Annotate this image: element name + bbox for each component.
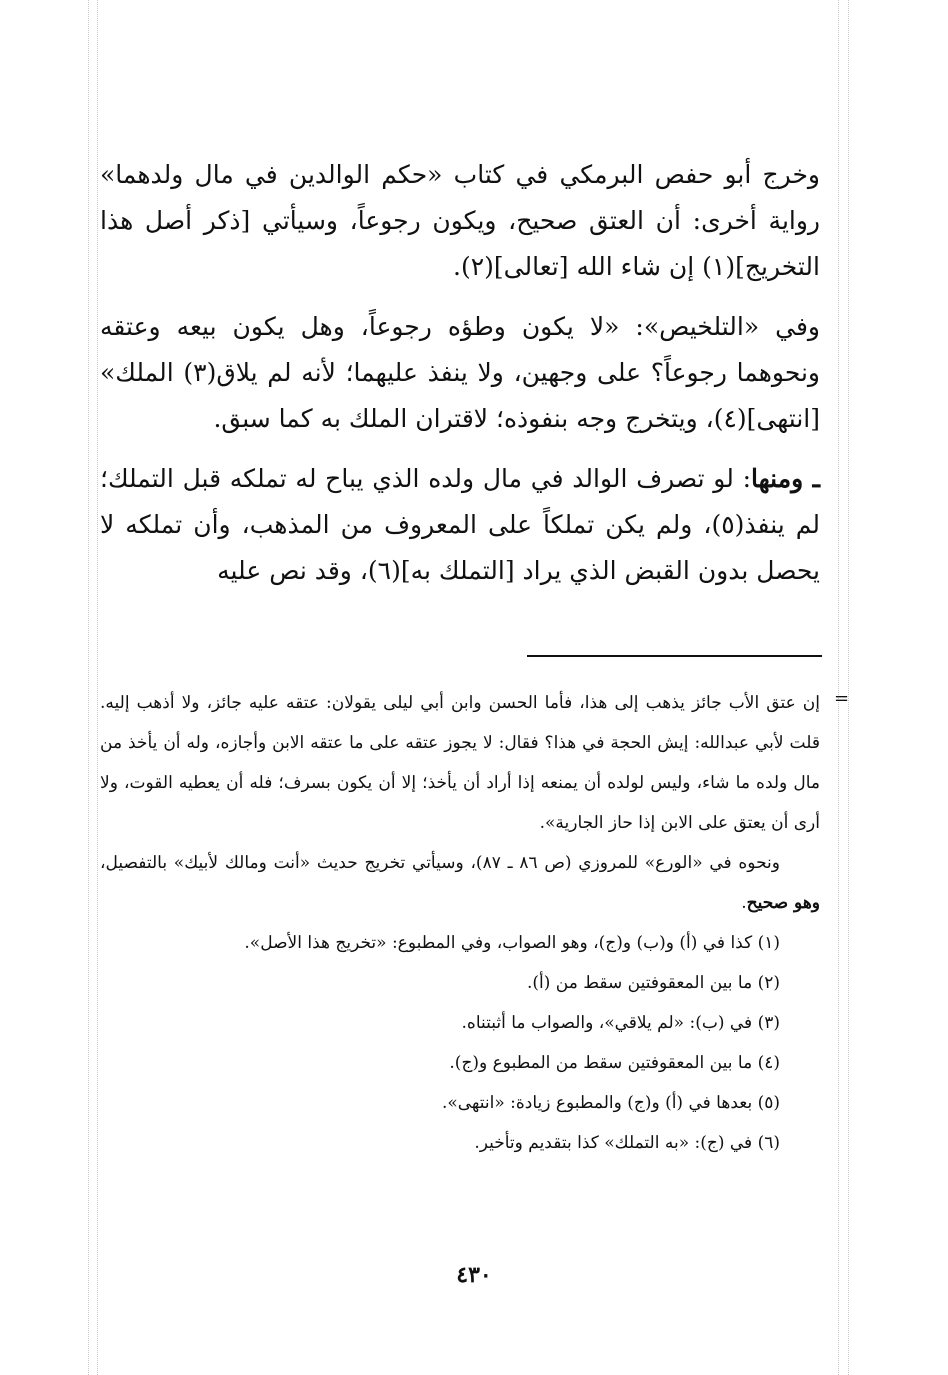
page-number: ٤٣٠ [456, 1262, 492, 1288]
footnote-continuation-2-text: ونحوه في «الورع» للمروزي (ص ٨٦ ـ ٨٧)، وسيأتي تخريج حديث «أنت ومالك لأبيك» بالتفصيل، [100, 853, 780, 873]
footnote-1: (١) كذا في (أ) و(ب) و(ج)، وهو الصواب، وفي المطبوع: «تخريج هذا الأصل». [244, 933, 780, 953]
footnote-6: (٦) في (ج): «به التملك» كذا بتقديم وتأخير. [474, 1133, 780, 1153]
footnote-separator [527, 655, 822, 657]
footnote-continuation-2-end: . [741, 893, 747, 913]
paragraph-3-lead: ـ ومنها [751, 464, 820, 493]
paragraph-2: وفي «التلخيص»: «لا يكون وطؤه رجوعاً، وهل يكون بيعه وعتقه ونحوهما رجوعاً؟ على وجهين، ولا ينفذ عليهما؛ لأنه لم يلاق(٣) الملك» [انتهى](٤)، ويتخرج وجه بنفوذه؛ لاقتران الملك به كما سبق. [100, 312, 821, 433]
footnote-continuation: إن عتق الأب جائز يذهب إلى هذا، فأما الحسن وابن أبي ليلى يقولان: عتقه عليه جائز، ولا أذهب إليه. قلت لأبي عبدالله: إيش الحجة في هذا؟ فقال: لا يجوز عتقه على ما عتقه الابن وأجازه، وله أن يأخذ من مال ولده ما شاء، وليس لولده أن يمنعه إذا أراد أن يأخذ؛ إلا أن يكون بسرف؛ فله أن يعطيه القوت، ولا أرى أن يعتق على الابن إذا حاز الجارية». [100, 693, 820, 833]
paragraph-3-body: : لو تصرف الوالد في مال ولده الذي يباح له تملكه قبل التملك؛ لم ينفذ(٥)، ولم يكن تملكاً على المعروف من المذهب، وأن تملكه لا يحصل بدون القبض الذي يراد [التملك به](٦)، وقد نص عليه [100, 464, 820, 585]
footnote-2: (٢) ما بين المعقوفتين سقط من (أ). [527, 973, 780, 993]
footnote-3: (٣) في (ب): «لم يلاقي»، والصواب ما أثبتناه. [461, 1013, 780, 1033]
main-text [100, 152, 820, 594]
paragraph-3 [100, 456, 820, 594]
footnotes [100, 683, 820, 1163]
footnote-4: (٤) ما بين المعقوفتين سقط من المطبوع و(ج). [449, 1053, 780, 1073]
continuation-mark: = [834, 688, 850, 709]
footnote-continuation-2 [100, 843, 820, 923]
margin-guide-left-2 [97, 0, 98, 1375]
margin-guide-left-1 [88, 0, 89, 1375]
paragraph-1: وخرج أبو حفص البرمكي في كتاب «حكم الوالدين في مال ولدهما» رواية أخرى: أن العتق صحيح، ويكون رجوعاً، وسيأتي [ذكر أصل هذا التخريج](١) إن شاء الله [تعالى](٢). [100, 160, 820, 281]
footnote-5: (٥) بعدها في (أ) و(ج) والمطبوع زيادة: «انتهى». [441, 1093, 780, 1113]
footnote-continuation-2-bold: وهو صحيح [746, 893, 820, 913]
